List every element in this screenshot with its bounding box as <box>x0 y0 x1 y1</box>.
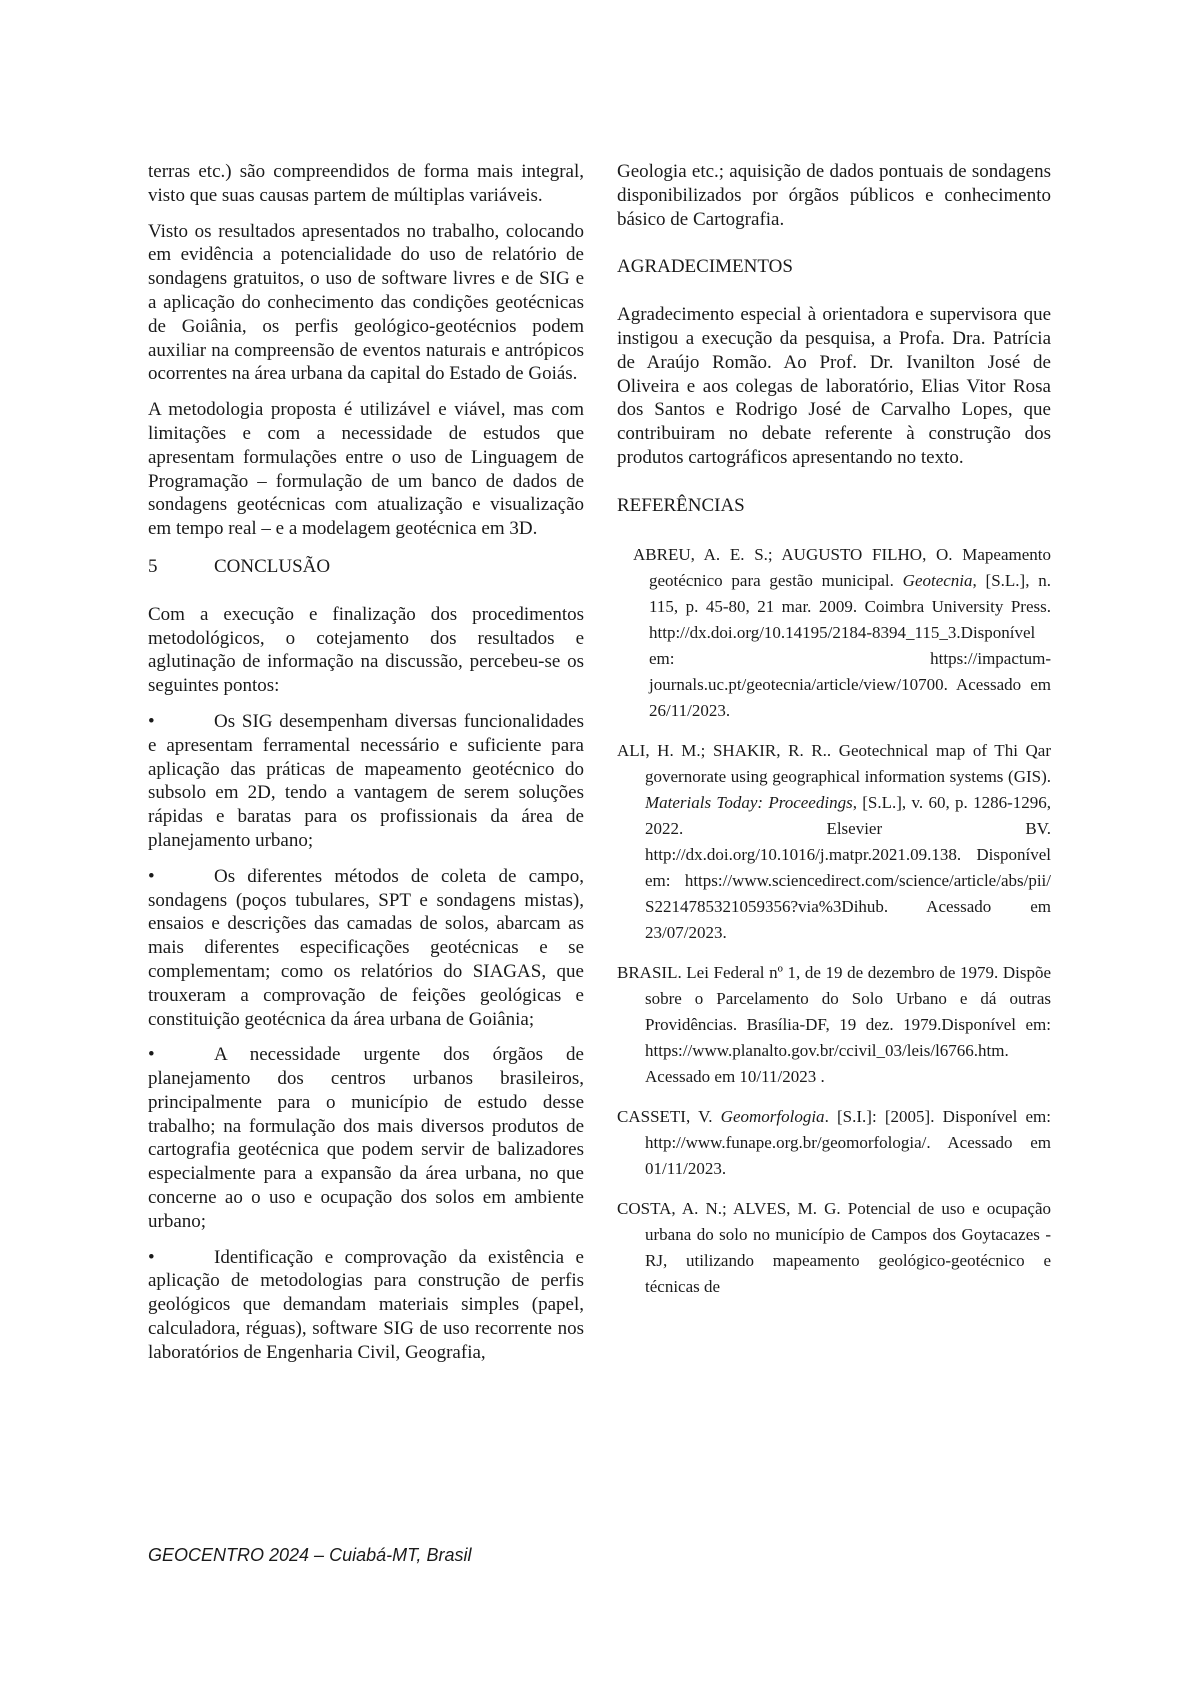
bullet-text: Identificação e comprovação da existência e aplicação de metodologias para construção de perfis geológicos que demandam materiais simples (papel, calculadora, réguas), software SIG de uso recorrente nos laboratórios de Engenharia Civil, Geografia, <box>148 1246 584 1363</box>
section-number: 5 <box>148 555 158 577</box>
bullet-item <box>148 1043 584 1233</box>
reference-source: Geomorfologia <box>720 1106 825 1126</box>
reference-item <box>617 960 1051 1090</box>
bullet-item <box>148 710 584 853</box>
reference-text: CASSETI, V. <box>617 1106 721 1126</box>
acknowledgements-text: Agradecimento especial à orientadora e supervisora que instigou a execução da pesquisa, a Profa. Dra. Patrícia de Araújo Romão. Ao Prof. Dr. Ivanilton José de Oliveira e aos colegas de laboratório, Elias Vitor Rosa dos Santos e Rodrigo José de Carvalho Lopes, que contribuiram no debate referente à construção dos produtos cartográficos apresentando no texto. <box>617 304 1051 468</box>
paragraph: Geologia etc.; aquisição de dados pontuais de sondagens disponibilizados por órgãos públicos e conhecimento básico de Cartografia. <box>617 161 1051 230</box>
bullet-item <box>148 1246 584 1365</box>
section-heading <box>148 555 584 579</box>
right-column <box>617 160 1051 1314</box>
references-title: REFERÊNCIAS <box>617 494 745 516</box>
reference-text: , [S.L.], n. 115, p. 45-80, 21 mar. 2009. Coimbra University Press. http://dx.doi.org/10.14195/2184-8394_115_3.Disponível em: https://impactum-journals.uc.pt/geotecnia/article/view/10700. Acessado em 26/11/2023. <box>649 570 1051 720</box>
reference-item <box>617 1104 1051 1182</box>
bullet-icon: • <box>148 1044 155 1066</box>
reference-text: COSTA, A. N.; ALVES, M. G. Potencial de uso e ocupação urbana do solo no município de Campos dos Goytacazes - RJ, utilizando mapeamento geológico-geotécnico e técnicas de <box>617 1198 1051 1296</box>
page-footer: GEOCENTRO 2024 – Cuiabá-MT, Brasil <box>148 1545 472 1565</box>
left-column <box>148 160 584 1377</box>
paragraph: Com a execução e finalização dos procedimentos metodológicos, o cotejamento dos resultados e aglutinação de informação na discussão, percebeu-se os seguintes pontos: <box>148 603 584 697</box>
reference-item <box>617 738 1051 946</box>
paragraph: Visto os resultados apresentados no trabalho, colocando em evidência a potencialidade do uso de relatório de sondagens gratuitos, o uso de software livres e de SIG e a aplicação do conhecimento das condições geotécnicas de Goiânia, os perfis geológico-geotécnios podem auxiliar na compreensão de eventos naturais e antrópicos ocorrentes na área urbana da capital do Estado de Goiás. <box>148 220 584 385</box>
reference-source: Materials Today: Proceedings <box>645 792 853 812</box>
paragraph: A metodologia proposta é utilizável e viável, mas com limitações e com a necessidade de estudos que apresentam formulações entre o uso de Linguagem de Programação – formulação de um banco de dados de sondagens geotécnicas com atualização e visualização em tempo real – e a modelagem geotécnica em 3D. <box>148 399 584 540</box>
reference-text: . [S.I.]: [2005]. Disponível em: http://www.funape.org.br/geomorfologia/. Acessado em 01/11/2023. <box>645 1106 1051 1178</box>
references-list <box>617 542 1051 1300</box>
reference-text: BRASIL. Lei Federal nº 1, de 19 de dezembro de 1979. Dispõe sobre o Parcelamento do Solo Urbano e dá outras Providências. Brasília-DF, 19 dez. 1979.Disponível em: https://www.planalto.gov.br/ccivil_03/leis/l6766.htm. Acessado em 10/11/2023 . <box>617 962 1051 1086</box>
bullet-text: A necessidade urgente dos órgãos de planejamento dos centros urbanos brasileiros, principalmente para o município de estudo desse trabalho; na formulação dos mais diversos produtos de cartografia geotécnica que podem servir de balizadores especialmente para a expansão da área urbana, no que concerne ao o uso e ocupação dos solos em ambiente urbano; <box>148 1044 584 1232</box>
bullet-text: Os SIG desempenham diversas funcionalidades e apresentam ferramental necessário e suficiente para aplicação das práticas de mapeamento geotécnico do subsolo em 2D, tendo a vantagem de serem soluções rápidas e baratas para os profissionais da área de planejamento urbano; <box>148 710 584 851</box>
bullet-icon: • <box>148 865 155 887</box>
paragraph: terras etc.) são compreendidos de forma mais integral, visto que suas causas partem de múltiplas variáveis. <box>148 161 584 206</box>
reference-item <box>617 1196 1051 1300</box>
acknowledgements-title: AGRADECIMENTOS <box>617 256 793 278</box>
section-title: CONCLUSÃO <box>214 555 331 577</box>
reference-text: , [S.L.], v. 60, p. 1286-1296, 2022. Elsevier BV. http://dx.doi.org/10.1016/j.matpr.2021.09.138. Disponível em: https://www.sciencedirect.com/science/article/abs/pii/ S2214785321059356?via%3Dihub. Acessado em 23/07/2023. <box>645 792 1051 942</box>
reference-source: Geotecnia <box>902 570 973 590</box>
bullet-icon: • <box>148 710 155 732</box>
reference-text: ABREU, A. E. S.; AUGUSTO FILHO, O. Mapeamento geotécnico para gestão municipal. <box>633 544 1051 590</box>
bullet-icon: • <box>148 1246 155 1268</box>
reference-item <box>617 542 1051 724</box>
bullet-item <box>148 865 584 1032</box>
bullet-text: Os diferentes métodos de coleta de campo, sondagens (poços tubulares, SPT e sondagens mistas), ensaios e descrições das camadas de solos, abarcam as mais diferentes especificações geotécnicas e se complementam; como os relatórios do SIAGAS, que trouxeram a comprovação de feições geológicas e constituição geotécnica da área urbana de Goiânia; <box>148 865 584 1030</box>
reference-text: ALI, H. M.; SHAKIR, R. R.. Geotechnical map of Thi Qar governorate using geographical information systems (GIS). <box>617 740 1051 786</box>
